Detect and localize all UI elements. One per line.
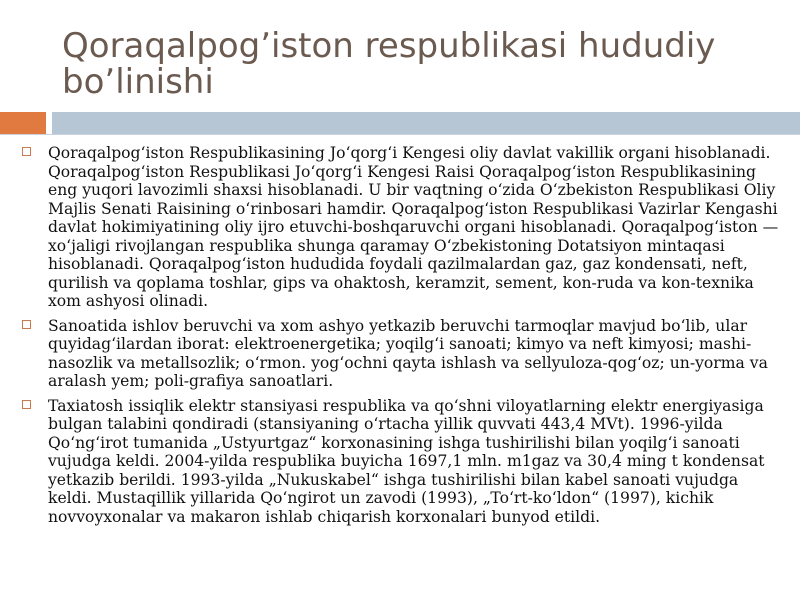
square-bullet-icon (22, 400, 31, 409)
paragraph-text: Sanoatida ishlov beruvchi va xom ashyo yetkazib beruvchi tarmoqlar mavjud bo‘lib, ular quyidag‘ilardan iborat: elektroenergetika; yoqilg‘i sanoati; kimyo va neft kimyosi; mashi-nasozlik va metallsozlik; o‘rmon. yog‘ochni qayta ishlash va sellyuloza-qog‘oz; un-yorma va aralash yem; poli-grafiya sanoatlari. (48, 316, 768, 390)
list-item (22, 144, 786, 311)
square-bullet-icon (22, 147, 31, 156)
slide-title: Qoraqalpog’iston respublikasi hududiy bo’linishi (62, 26, 716, 102)
divider-bar (52, 112, 800, 134)
list-item (22, 397, 786, 527)
divider-accent-block (0, 112, 46, 134)
divider-line (0, 134, 800, 135)
paragraph-text: Taxiatosh issiqlik elektr stansiyasi respublika va qo‘shni viloyatlarning elektr energiyasiga bulgan talabini qondiradi (stansiyaning o‘rtacha yillik quvvati 443,4 MVt). 1996-yilda Qo‘ng‘irot tumanida „Ustyurtgaz“ korxonasining ishga tushirilishi bilan yoqilg‘i sanoati vujudga keldi. 2004-yilda respublika buyicha 1697,1 mln. m1gaz va 30,4 ming t kondensat yetkazib berildi. 1993-yilda „Nukuskabel“ ishga tushirilishi bilan kabel sanoati vujudga keldi. Mustaqillik yillarida Qo‘ngirot un zavodi (1993), „To‘rt-ko‘ldon“ (1997), kichik novvoyxonalar va makaron ishlab chiqarish korxonalari bunyod etildi. (48, 396, 765, 526)
title-divider (0, 112, 800, 134)
square-bullet-icon (22, 320, 31, 329)
list-item (22, 317, 786, 391)
paragraph-text: Qoraqalpog‘iston Respublikasining Jo‘qorg‘i Kengesi oliy davlat vakillik organi hisoblanadi. Qoraqalpog‘iston Respublikasi Jo‘qorg‘i Kengesi Raisi Qoraqalpog‘iston Respublikasining eng yuqori lavozimli shaxsi hisoblanadi. U bir vaqtning o‘zida O‘zbekiston Respublikasi Oliy Majlis Senati Raisining o‘rinbosari hamdir. Qoraqalpog‘iston Respublikasi Vazirlar Kengashi davlat hokimiyatining oliy ijro etuvchi-boshqaruvchi organi hisoblanadi. Qoraqalpog‘iston — xo‘jaligi rivojlangan respublika shunga qaramay O‘zbekistoning Dotatsiyon mintaqasi hisoblanadi. Qoraqalpog‘iston hududida foydali qazilmalardan gaz, gaz kondensati, neft, qurilish va qoplama toshlar, gips va ohaktosh, keramzit, sement, kon-ruda va kon-texnika xom ashyosi olinadi. (48, 144, 779, 310)
slide-content (22, 144, 786, 532)
